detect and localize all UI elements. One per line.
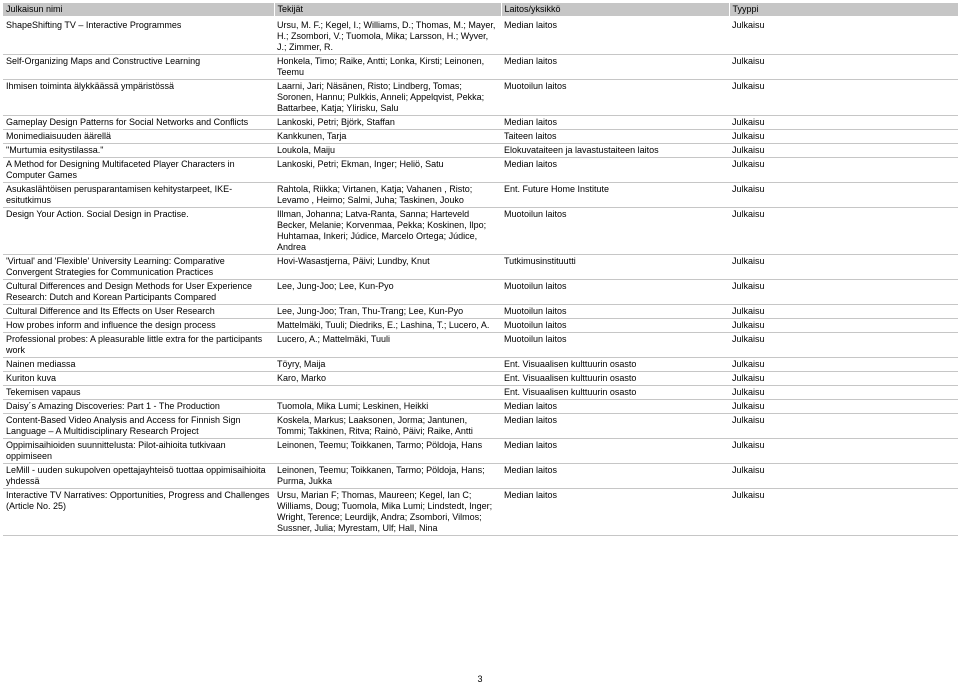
table-row xyxy=(3,144,958,158)
publication-authors: Illman, Johanna; Latva-Ranta, Sanna; Harteveld Becker, Melanie; Korvenmaa, Pekka; Koskinen, Ilpo; Huhtamaa, Inkeri; Júdice, Marcelo Ortega; Júdice, Andrea xyxy=(274,208,501,255)
publication-title: Tekemisen vapaus xyxy=(3,386,274,400)
publication-department: Muotoilun laitos xyxy=(501,333,729,358)
publication-title: Interactive TV Narratives: Opportunities, Progress and Challenges (Article No. 25) xyxy=(3,489,274,536)
publication-department: Taiteen laitos xyxy=(501,130,729,144)
table-row xyxy=(3,116,958,130)
publication-title: Monimediaisuuden äärellä xyxy=(3,130,274,144)
table-row xyxy=(3,255,958,280)
publication-title: Design Your Action. Social Design in Practise. xyxy=(3,208,274,255)
table-row xyxy=(3,333,958,358)
publication-title: Cultural Differences and Design Methods for User Experience Research: Dutch and Korean Participants Compared xyxy=(3,280,274,305)
publications-table xyxy=(3,3,959,536)
publication-type: Julkaisu xyxy=(729,386,958,400)
publication-type: Julkaisu xyxy=(729,158,958,183)
publication-title: Kuriton kuva xyxy=(3,372,274,386)
publication-department: Median laitos xyxy=(501,55,729,80)
publication-title: Content-Based Video Analysis and Access for Finnish Sign Language – A Multidisciplinary Research Project xyxy=(3,414,274,439)
table-row xyxy=(3,386,958,400)
publication-type: Julkaisu xyxy=(729,319,958,333)
publication-title: Gameplay Design Patterns for Social Networks and Conflicts xyxy=(3,116,274,130)
publication-title: Oppimisaihioiden suunnittelusta: Pilot-aihioita tutkivaan oppimiseen xyxy=(3,439,274,464)
table-row xyxy=(3,280,958,305)
publication-department: Median laitos xyxy=(501,439,729,464)
publication-type: Julkaisu xyxy=(729,255,958,280)
publication-title: Daisy´s Amazing Discoveries: Part 1 - The Production xyxy=(3,400,274,414)
publication-type: Julkaisu xyxy=(729,414,958,439)
publication-department: Ent. Future Home Institute xyxy=(501,183,729,208)
publication-department: Muotoilun laitos xyxy=(501,280,729,305)
publication-authors: Kankkunen, Tarja xyxy=(274,130,501,144)
publication-type: Julkaisu xyxy=(729,19,958,55)
publication-department: Muotoilun laitos xyxy=(501,305,729,319)
table-row xyxy=(3,400,958,414)
publication-type: Julkaisu xyxy=(729,183,958,208)
publication-department: Median laitos xyxy=(501,414,729,439)
table-row xyxy=(3,183,958,208)
page-number: 3 xyxy=(477,674,483,684)
publication-type: Julkaisu xyxy=(729,130,958,144)
publication-department: Median laitos xyxy=(501,158,729,183)
publication-authors: Tuomola, Mika Lumi; Leskinen, Heikki xyxy=(274,400,501,414)
publication-title: How probes inform and influence the design process xyxy=(3,319,274,333)
publication-title: Cultural Difference and Its Effects on User Research xyxy=(3,305,274,319)
table-row xyxy=(3,80,958,116)
publication-type: Julkaisu xyxy=(729,305,958,319)
table-row xyxy=(3,55,958,80)
publication-authors: Loukola, Maiju xyxy=(274,144,501,158)
publication-title: LeMill - uuden sukupolven opettajayhteisö tuottaa oppimisaihioita yhdessä xyxy=(3,464,274,489)
table-row xyxy=(3,19,958,55)
table-row xyxy=(3,305,958,319)
publication-authors: Honkela, Timo; Raike, Antti; Lonka, Kirsti; Leinonen, Teemu xyxy=(274,55,501,80)
publication-department: Muotoilun laitos xyxy=(501,80,729,116)
table-row xyxy=(3,372,958,386)
publication-title: Professional probes: A pleasurable little extra for the participants work xyxy=(3,333,274,358)
publication-authors: Ursu, M. F.; Kegel, I.; Williams, D.; Thomas, M.; Mayer, H.; Zsombori, V.; Tuomola, Mika; Larsson, H.; Wyver, J.; Zimmer, R. xyxy=(274,19,501,55)
publication-type: Julkaisu xyxy=(729,372,958,386)
publication-title: Nainen mediassa xyxy=(3,358,274,372)
publication-authors: Koskela, Markus; Laaksonen, Jorma; Jantunen, Tommi; Takkinen, Ritva; Rainò, Päivi; Raike, Antti xyxy=(274,414,501,439)
header-department: Laitos/yksikkö xyxy=(501,3,729,16)
publication-title: Asukaslähtöisen perusparantamisen kehitystarpeet, IKE-esitutkimus xyxy=(3,183,274,208)
publication-type: Julkaisu xyxy=(729,439,958,464)
publication-authors: Rahtola, Riikka; Virtanen, Katja; Vahanen , Risto; Levamo , Heimo; Salmi, Juha; Taskinen, Jouko xyxy=(274,183,501,208)
publication-title: Self-Organizing Maps and Constructive Learning xyxy=(3,55,274,80)
table-row xyxy=(3,464,958,489)
publication-authors: Leinonen, Teemu; Toikkanen, Tarmo; Pöldoja, Hans xyxy=(274,439,501,464)
publication-department: Tutkimusinstituutti xyxy=(501,255,729,280)
table-row xyxy=(3,208,958,255)
publication-type: Julkaisu xyxy=(729,116,958,130)
publication-department: Elokuvataiteen ja lavastustaiteen laitos xyxy=(501,144,729,158)
publication-department: Median laitos xyxy=(501,489,729,536)
publication-department: Ent. Visuaalisen kulttuurin osasto xyxy=(501,358,729,372)
publication-type: Julkaisu xyxy=(729,144,958,158)
table-row xyxy=(3,158,958,183)
publication-authors: Mattelmäki, Tuuli; Diedriks, E.; Lashina, T.; Lucero, A. xyxy=(274,319,501,333)
publication-department: Median laitos xyxy=(501,116,729,130)
publication-authors: Hovi-Wasastjerna, Päivi; Lundby, Knut xyxy=(274,255,501,280)
publication-type: Julkaisu xyxy=(729,208,958,255)
publication-department: Muotoilun laitos xyxy=(501,319,729,333)
publication-type: Julkaisu xyxy=(729,489,958,536)
publication-authors: Ursu, Marian F; Thomas, Maureen; Kegel, Ian C; Williams, Doug; Tuomola, Mika Lumi; Lindstedt, Inger; Wright, Terence; Leurdijk, Andra; Zsombori, Vilmos; Sussner, Julia; Myrestam, Ulf; Hall, Nina xyxy=(274,489,501,536)
publication-type: Julkaisu xyxy=(729,55,958,80)
publication-type: Julkaisu xyxy=(729,80,958,116)
table-row xyxy=(3,130,958,144)
publication-authors: Laarni, Jari; Näsänen, Risto; Lindberg, Tomas; Soronen, Hannu; Pulkkis, Anneli; Appelqvist, Pekka; Battarbee, Katja; Ylirisku, Salu xyxy=(274,80,501,116)
publication-type: Julkaisu xyxy=(729,333,958,358)
publication-authors: Lankoski, Petri; Björk, Staffan xyxy=(274,116,501,130)
table-row xyxy=(3,358,958,372)
publication-department: Muotoilun laitos xyxy=(501,208,729,255)
publication-type: Julkaisu xyxy=(729,280,958,305)
publication-department: Ent. Visuaalisen kulttuurin osasto xyxy=(501,386,729,400)
publication-department: Median laitos xyxy=(501,400,729,414)
publication-authors: Lankoski, Petri; Ekman, Inger; Heliö, Satu xyxy=(274,158,501,183)
header-title: Julkaisun nimi xyxy=(3,3,274,16)
publication-title: Ihmisen toiminta älykkäässä ympäristössä xyxy=(3,80,274,116)
table-row xyxy=(3,319,958,333)
publication-type: Julkaisu xyxy=(729,358,958,372)
header-type: Tyyppi xyxy=(729,3,958,16)
publication-authors xyxy=(274,386,501,400)
publication-authors: Lee, Jung-Joo; Tran, Thu-Trang; Lee, Kun-Pyo xyxy=(274,305,501,319)
publication-department: Ent. Visuaalisen kulttuurin osasto xyxy=(501,372,729,386)
publication-type: Julkaisu xyxy=(729,464,958,489)
publication-title: "Murtumia esitystilassa." xyxy=(3,144,274,158)
publication-authors: Töyry, Maija xyxy=(274,358,501,372)
header-authors: Tekijät xyxy=(274,3,501,16)
header-row xyxy=(3,3,958,16)
publication-authors: Leinonen, Teemu; Toikkanen, Tarmo; Pöldoja, Hans; Purma, Jukka xyxy=(274,464,501,489)
publication-department: Median laitos xyxy=(501,19,729,55)
table-row xyxy=(3,439,958,464)
publication-type: Julkaisu xyxy=(729,400,958,414)
publication-title: ShapeShifting TV – Interactive Programmes xyxy=(3,19,274,55)
publication-department: Median laitos xyxy=(501,464,729,489)
table-row xyxy=(3,489,958,536)
publication-authors: Karo, Marko xyxy=(274,372,501,386)
publication-authors: Lee, Jung-Joo; Lee, Kun-Pyo xyxy=(274,280,501,305)
publication-title: 'Virtual' and 'Flexible' University Learning: Comparative Convergent Strategies for Communication Practices xyxy=(3,255,274,280)
publication-authors: Lucero, A.; Mattelmäki, Tuuli xyxy=(274,333,501,358)
table-row xyxy=(3,414,958,439)
publication-title: A Method for Designing Multifaceted Player Characters in Computer Games xyxy=(3,158,274,183)
